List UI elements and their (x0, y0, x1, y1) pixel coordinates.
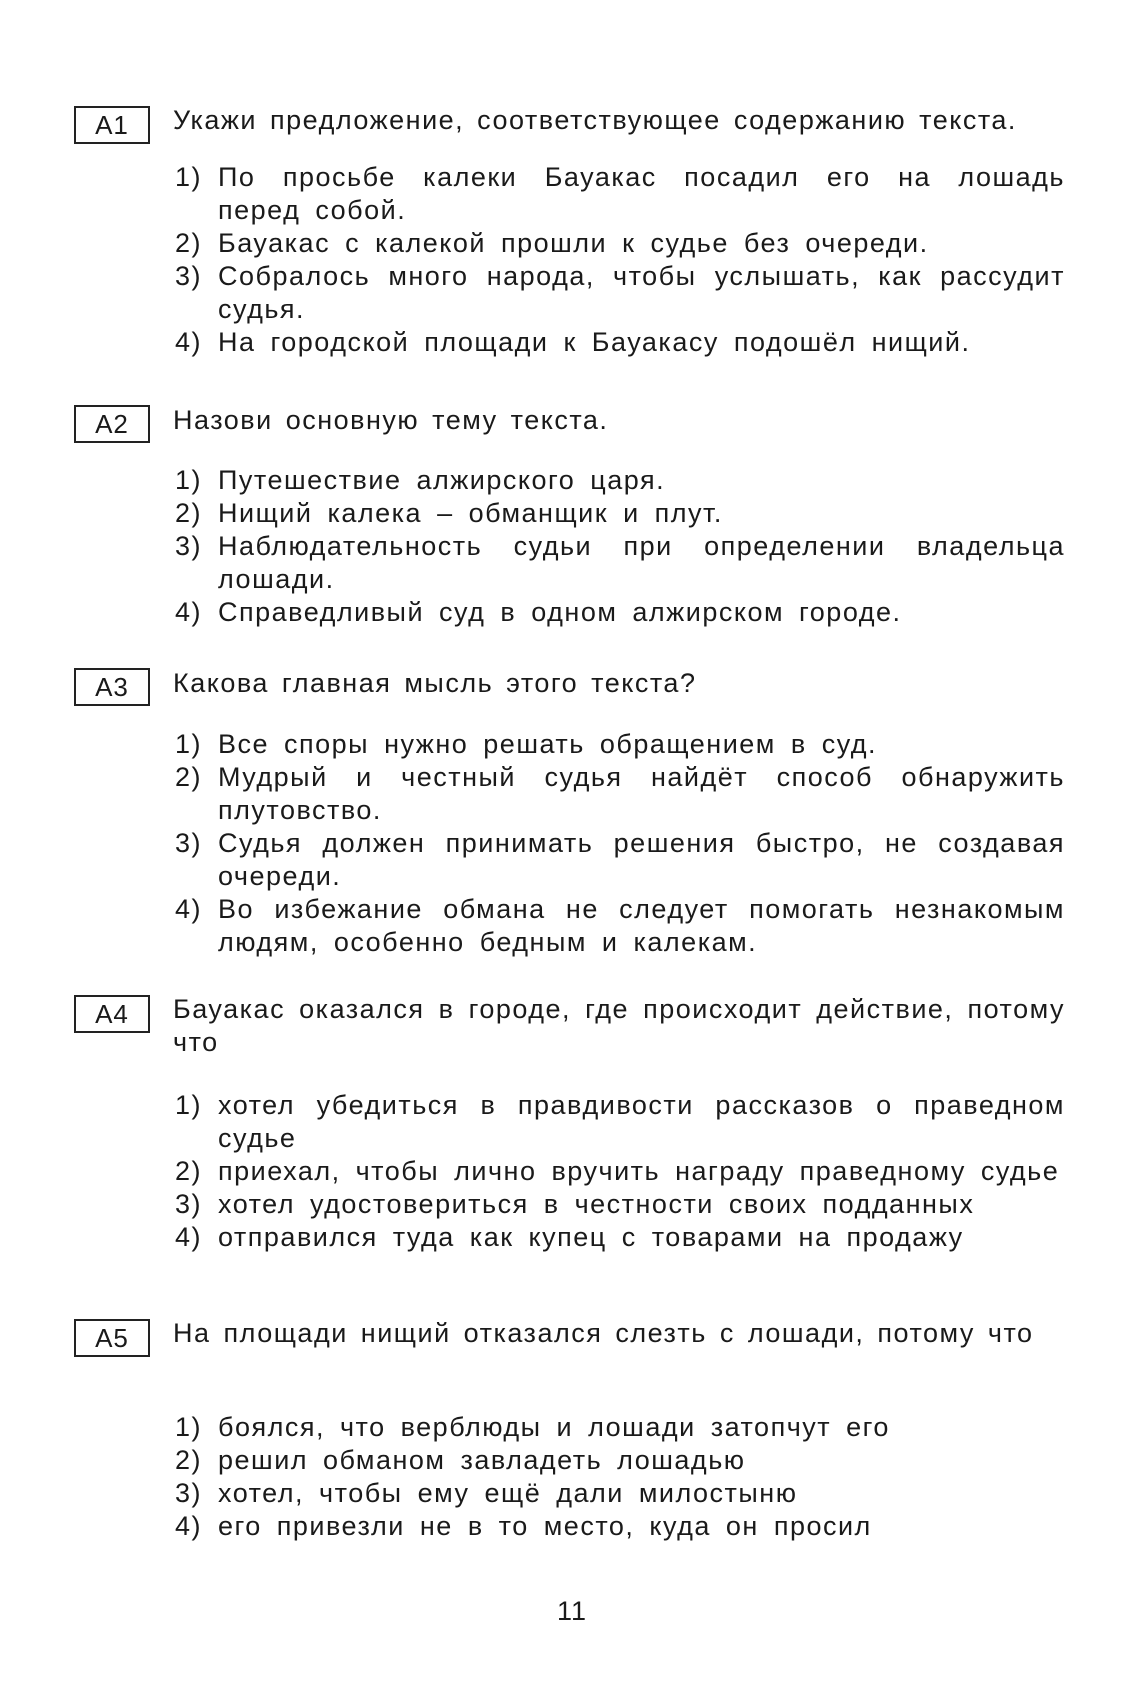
option-text: решил обманом завладеть лошадью (218, 1445, 746, 1475)
page-number: 11 (556, 1596, 588, 1626)
option-number: 4) (175, 1511, 203, 1541)
option-number: 1) (175, 1090, 203, 1120)
task-question: Укажи предложение, соответствующее содержанию текста. (173, 105, 1017, 135)
task-question: Назови основную тему текста. (173, 405, 609, 435)
option-text: Справедливый суд в одном алжирском городе. (218, 597, 902, 627)
option-number: 2) (175, 228, 203, 258)
answer-option (175, 1411, 1065, 1444)
answer-option (175, 1477, 1065, 1510)
option-text: Судья должен принимать решения быстро, не создавая очереди. (218, 828, 1065, 891)
answer-option (175, 1188, 1065, 1221)
answer-option (175, 761, 1065, 827)
option-text: Наблюдательность судьи при определении владельца лошади. (218, 531, 1065, 594)
task-label: А5 (74, 1319, 150, 1357)
option-number: 3) (175, 1189, 203, 1219)
option-text: По просьбе калеки Бауакас посадил его на лошадь перед собой. (218, 162, 1065, 225)
answer-option (175, 1155, 1065, 1188)
option-number: 2) (175, 1445, 203, 1475)
answer-option (175, 827, 1065, 893)
task-label: А4 (74, 995, 150, 1033)
answer-options (175, 728, 1065, 959)
task-question: Какова главная мысль этого текста? (173, 668, 697, 698)
option-text: боялся, что верблюды и лошади затопчут его (218, 1412, 890, 1442)
option-number: 1) (175, 1412, 203, 1442)
answer-option (175, 227, 1065, 260)
task-label: А2 (74, 405, 150, 443)
option-number: 4) (175, 597, 203, 627)
answer-option (175, 596, 1065, 629)
option-number: 4) (175, 327, 203, 357)
option-number: 3) (175, 261, 203, 291)
option-text: отправился туда как купец с товарами на продажу (218, 1222, 964, 1252)
option-number: 3) (175, 531, 203, 561)
option-number: 4) (175, 1222, 203, 1252)
answer-options (175, 464, 1065, 629)
answer-option (175, 1444, 1065, 1477)
answer-option (175, 530, 1065, 596)
task-question: Бауакас оказался в городе, где происходит действие, потому что (173, 994, 1065, 1057)
option-text: Все споры нужно решать обращением в суд. (218, 729, 878, 759)
option-number: 2) (175, 762, 203, 792)
option-text: его привезли не в то место, куда он просил (218, 1511, 872, 1541)
option-text: приехал, чтобы лично вручить награду праведному судье (218, 1156, 1060, 1186)
answer-option (175, 326, 1065, 359)
option-number: 3) (175, 828, 203, 858)
option-number: 1) (175, 162, 203, 192)
option-text: Путешествие алжирского царя. (218, 465, 666, 495)
task-question: На площади нищий отказался слезть с лошади, потому что (173, 1318, 1034, 1348)
task-label: А3 (74, 668, 150, 706)
answer-options (175, 161, 1065, 359)
option-number: 1) (175, 465, 203, 495)
answer-option (175, 1221, 1065, 1254)
answer-option (175, 497, 1065, 530)
answer-option (175, 728, 1065, 761)
answer-option (175, 1089, 1065, 1155)
option-number: 2) (175, 498, 203, 528)
answer-option (175, 893, 1065, 959)
option-text: хотел убедиться в правдивости рассказов о праведном судье (218, 1090, 1065, 1153)
task-label: А1 (74, 106, 150, 144)
answer-option (175, 260, 1065, 326)
answer-option (175, 1510, 1065, 1543)
option-text: Нищий калека – обманщик и плут. (218, 498, 723, 528)
answer-option (175, 161, 1065, 227)
option-text: Бауакас с калекой прошли к судье без очереди. (218, 228, 929, 258)
answer-options (175, 1089, 1065, 1254)
option-number: 2) (175, 1156, 203, 1186)
option-text: Во избежание обмана не следует помогать незнакомым людям, особенно бедным и калекам. (218, 894, 1065, 957)
option-number: 1) (175, 729, 203, 759)
answer-option (175, 464, 1065, 497)
option-text: хотел удостовериться в честности своих подданных (218, 1189, 975, 1219)
option-text: хотел, чтобы ему ещё дали милостыню (218, 1478, 798, 1508)
option-text: Мудрый и честный судья найдёт способ обнаружить плутовство. (218, 762, 1065, 825)
answer-options (175, 1411, 1065, 1543)
option-number: 4) (175, 894, 203, 924)
option-number: 3) (175, 1478, 203, 1508)
option-text: На городской площади к Бауакасу подошёл нищий. (218, 327, 971, 357)
option-text: Собралось много народа, чтобы услышать, как рассудит судья. (218, 261, 1065, 324)
